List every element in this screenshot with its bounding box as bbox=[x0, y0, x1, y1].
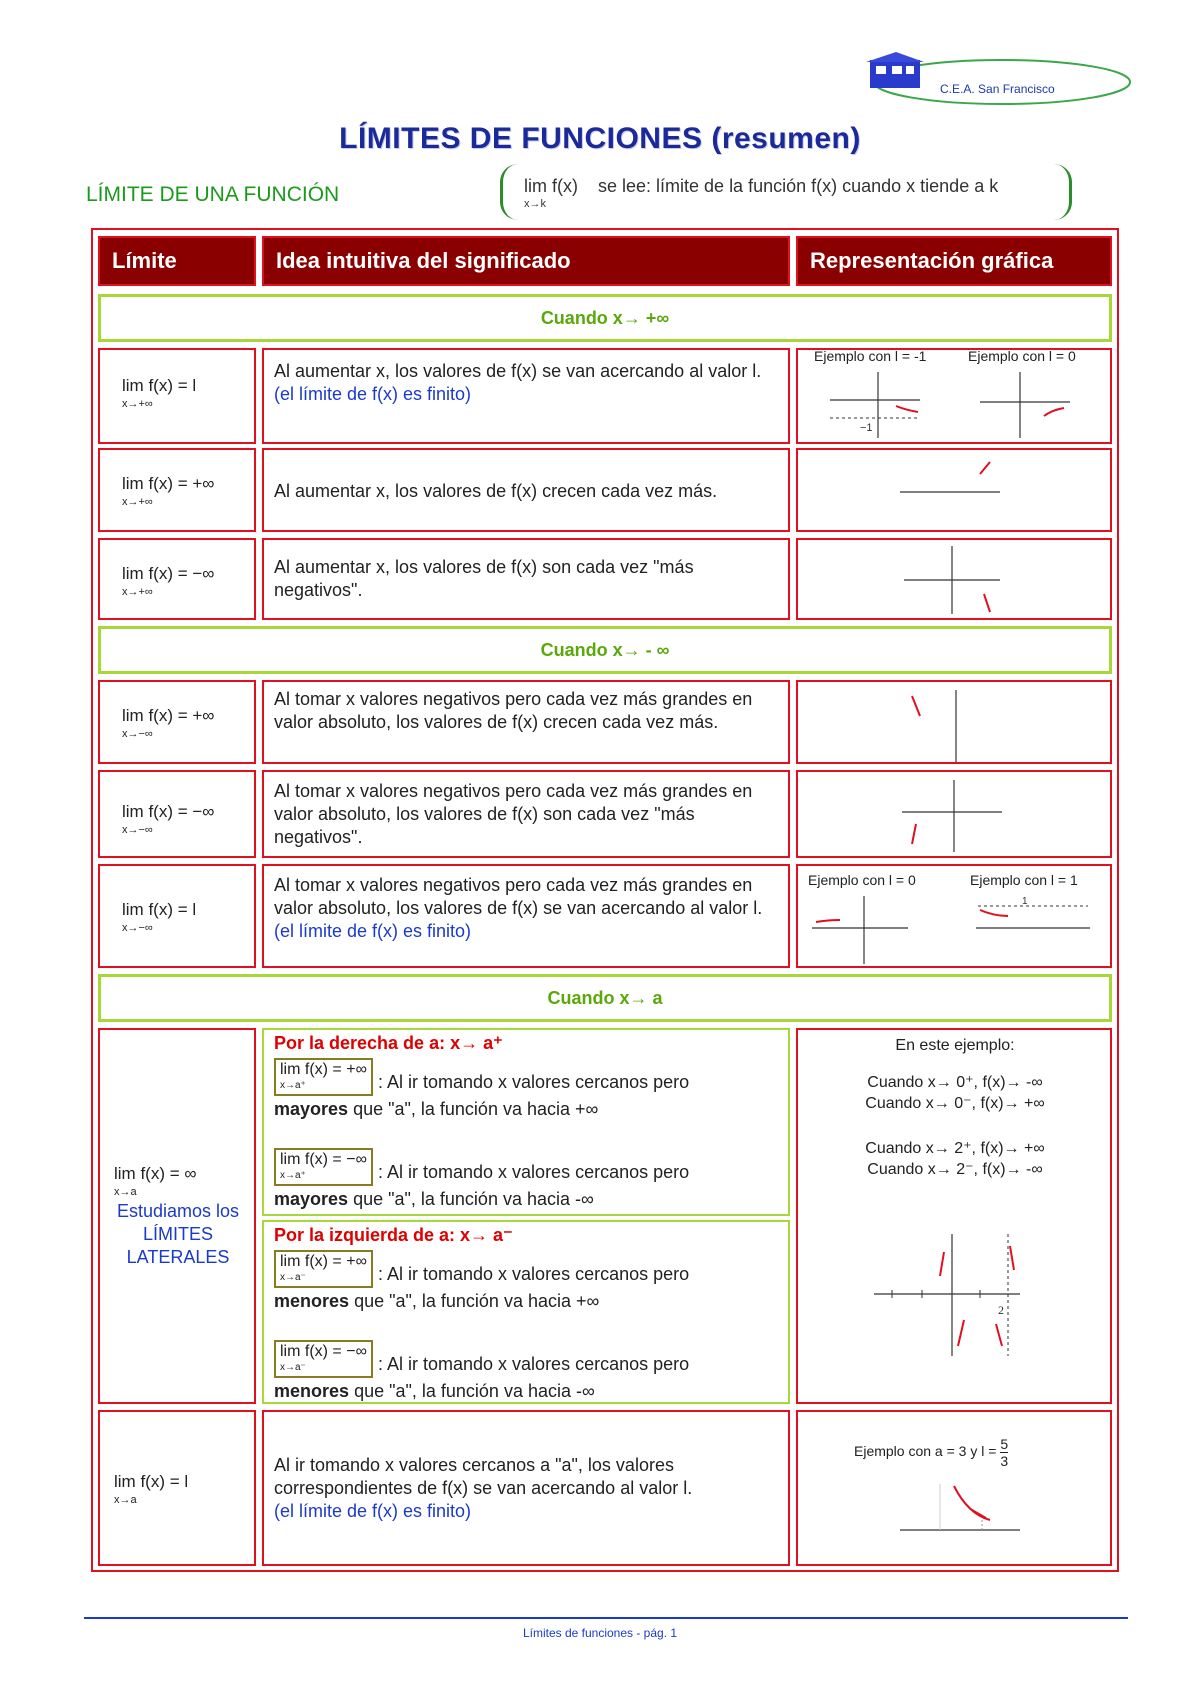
row3-graph bbox=[890, 540, 1020, 618]
row1-example1-label: Ejemplo con l = -1 bbox=[814, 348, 927, 364]
row6-limit: lim f(x) = l x→−∞ bbox=[122, 900, 197, 934]
row4-limit: lim f(x) = +∞ x→−∞ bbox=[122, 706, 215, 740]
row2-graph bbox=[880, 452, 1020, 528]
row2-text: Al aumentar x, los valores de f(x) crecen cada vez más. bbox=[274, 481, 718, 501]
row6-example1-label: Ejemplo con l = 0 bbox=[808, 872, 916, 888]
right-limit-minus-box: lim f(x) = −∞ x→a⁺ bbox=[274, 1148, 373, 1186]
section-pos-inf: Cuando x→ +∞ bbox=[98, 294, 1112, 342]
row1-text: Al aumentar x, los valores de f(x) se van acercando al valor l. (el límite de f(x) es finito) bbox=[274, 361, 762, 404]
section-neg-inf: Cuando x→ - ∞ bbox=[98, 626, 1112, 674]
row2-limit: lim f(x) = +∞ x→+∞ bbox=[122, 474, 215, 508]
definition-lim: lim f(x) bbox=[524, 176, 578, 196]
lateral-graph bbox=[860, 1230, 1060, 1360]
footer-text: Límites de funciones - pág. 1 bbox=[522, 1626, 678, 1640]
left-lateral-item2: lim f(x) = −∞ x→a⁻ : Al ir tomando x valores cercanos pero bbox=[274, 1340, 784, 1378]
svg-text:1: 1 bbox=[1022, 896, 1028, 907]
finite-graph bbox=[890, 1470, 1050, 1566]
lateral-example-title: En este ejemplo: bbox=[895, 1037, 1015, 1054]
right-lateral-item2: lim f(x) = −∞ x→a⁺ : Al ir tomando x valores cercanos pero bbox=[274, 1148, 784, 1186]
row6-text: Al tomar x valores negativos pero cada vez más grandes en valor absoluto, los valores de f(x) se van acercando al valor l. (el límite de f(x) es finito) bbox=[274, 875, 763, 941]
footer-rule bbox=[84, 1617, 1128, 1619]
right-lateral-item1: lim f(x) = +∞ x→a⁺ : Al ir tomando x valores cercanos pero bbox=[274, 1058, 784, 1096]
row4-graph bbox=[890, 684, 1020, 764]
row5-graph bbox=[890, 774, 1020, 858]
left-lateral-item2-desc: menores que "a", la función va hacia -∞ bbox=[274, 1381, 595, 1401]
row5-text: Al tomar x valores negativos pero cada vez más grandes en valor absoluto, los valores de f(x) son cada vez "más negativos". bbox=[274, 781, 753, 847]
definition-sub: x→k bbox=[524, 198, 546, 210]
row4-text: Al tomar x valores negativos pero cada vez más grandes en valor absoluto, los valores de f(x) crecen cada vez más. bbox=[274, 689, 753, 732]
left-lateral-item1-desc: menores que "a", la función va hacia +∞ bbox=[274, 1291, 600, 1311]
finite-text: Al ir tomando x valores cercanos a "a", los valores correspondientes de f(x) se van acercando al valor l. (el límite de f(x) es finito) bbox=[274, 1455, 693, 1521]
left-lateral-title: Por la izquierda de a: x→ a⁻ bbox=[274, 1225, 513, 1245]
section-subtitle: LÍMITE DE UNA FUNCIÓN bbox=[86, 183, 340, 206]
left-lateral-item1: lim f(x) = +∞ x→a⁻ : Al ir tomando x valores cercanos pero bbox=[274, 1250, 784, 1288]
definition-text: se lee: límite de la función f(x) cuando x tiende a k bbox=[598, 176, 999, 196]
left-limit-minus-box: lim f(x) = −∞ x→a⁻ bbox=[274, 1340, 373, 1378]
lateral-graph-tick-2: 2 bbox=[998, 1303, 1004, 1317]
lateral-note: Estudiamos los LÍMITES LATERALES bbox=[116, 1201, 240, 1267]
header-idea: Idea intuitiva del significado bbox=[262, 236, 790, 286]
lateral-example-lines-2: Cuando x→ 2⁺, f(x)→ +∞ Cuando x→ 2⁻, f(x)→ -∞ bbox=[865, 1140, 1045, 1178]
lateral-example-lines-1: Cuando x→ 0⁺, f(x)→ -∞ Cuando x→ 0⁻, f(x)→ +∞ bbox=[865, 1074, 1045, 1112]
row6-example2-label: Ejemplo con l = 1 bbox=[970, 872, 1078, 888]
right-lateral-item1-desc: mayores que "a", la función va hacia +∞ bbox=[274, 1099, 599, 1119]
header-grafica: Representación gráfica bbox=[796, 236, 1112, 286]
row3-limit: lim f(x) = −∞ x→+∞ bbox=[122, 564, 215, 598]
row1-graphs bbox=[820, 370, 1110, 440]
header-limite: Límite bbox=[98, 236, 256, 286]
lateral-limit: lim f(x) = ∞ x→a bbox=[114, 1164, 197, 1198]
row3-text: Al aumentar x, los valores de f(x) son cada vez "más negativos". bbox=[274, 557, 694, 600]
finite-limit: lim f(x) = l x→a bbox=[114, 1472, 189, 1506]
school-logo bbox=[862, 50, 1132, 110]
left-limit-plus-box: lim f(x) = +∞ x→a⁻ bbox=[274, 1250, 373, 1288]
svg-text:−1: −1 bbox=[860, 422, 873, 434]
row1-example2-label: Ejemplo con l = 0 bbox=[968, 348, 1076, 364]
row5-limit: lim f(x) = −∞ x→−∞ bbox=[122, 802, 215, 836]
right-limit-plus-box: lim f(x) = +∞ x→a⁺ bbox=[274, 1058, 373, 1096]
page-title: LÍMITES DE FUNCIONES (resumen) bbox=[339, 122, 861, 155]
section-to-a: Cuando x→ a bbox=[98, 974, 1112, 1022]
logo-text: C.E.A. San Francisco bbox=[940, 82, 1055, 96]
row1-limit: lim f(x) = l x→+∞ bbox=[122, 376, 197, 410]
right-lateral-item2-desc: mayores que "a", la función va hacia -∞ bbox=[274, 1189, 594, 1209]
finite-example-label: Ejemplo con a = 3 y $l = \frac{5}{3}$ bbox=[854, 1436, 1009, 1469]
right-lateral-title: Por la derecha de a: x→ a⁺ bbox=[274, 1033, 503, 1053]
row6-graphs bbox=[808, 890, 1108, 966]
